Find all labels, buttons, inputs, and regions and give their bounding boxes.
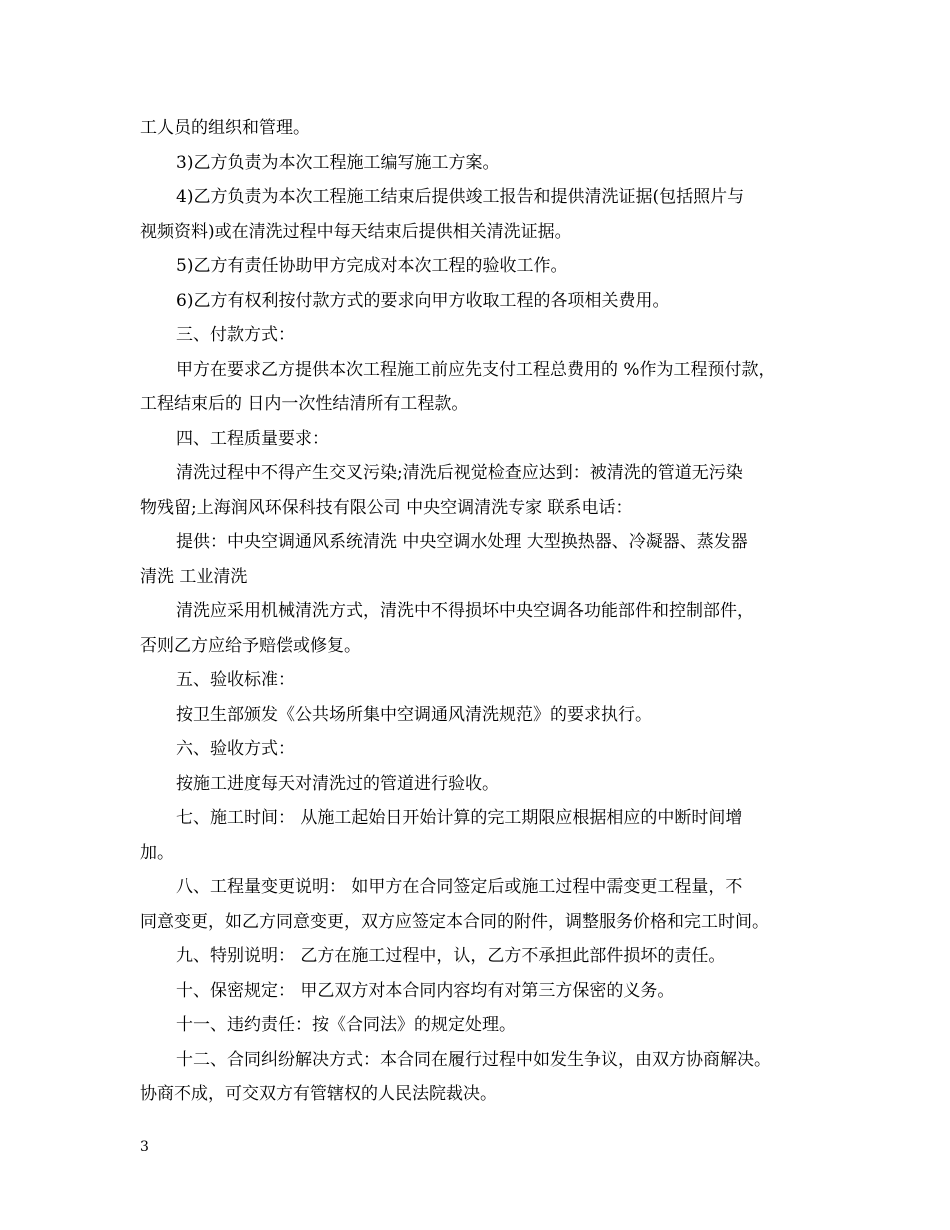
text-line: 十、保密规定： 甲乙双方对本合同内容均有对第三方保密的义务。 [176, 980, 675, 1001]
text-line: 九、特别说明： 乙方在施工过程中，认，乙方不承担此部件损坏的责任。 [176, 946, 726, 966]
text-line: 清洗应采用机械清洗方式，清洗中不得损坏中央空调各功能部件和控制部件， [176, 601, 754, 621]
text-line: 4)乙方负责为本次工程施工结束后提供竣工报告和提供清洗证据(包括照片与 [176, 187, 745, 207]
text-line: 按卫生部颁发《公共场所集中空调通风清洗规范》的要求执行。 [176, 704, 652, 725]
text-line: 工人员的组织和管理。 [140, 118, 310, 138]
text-line: 清洗 工业清洗 [140, 566, 248, 587]
text-line: 十二、合同纠纷解决方式：本合同在履行过程中如发生争议，由双方协商解决。 [176, 1049, 771, 1070]
text-line: 物残留;上海润风环保科技有限公司 中央空调清洗专家 联系电话： [140, 497, 633, 518]
text-line: 工程结束后的 日内一次性结清所有工程款。 [140, 394, 469, 414]
text-line: 5)乙方有责任协助甲方完成对本次工程的验收工作。 [176, 256, 568, 276]
text-line: 同意变更，如乙方同意变更，双方应签定本合同的附件，调整服务价格和完工时间。 [140, 911, 769, 932]
text-line: 按施工进度每天对清洗过的管道进行验收。 [176, 773, 499, 794]
text-line: 协商不成，可交双方有管辖权的人民法院裁决。 [140, 1084, 497, 1104]
text-line: 3)乙方负责为本次工程施工编写施工方案。 [176, 152, 500, 173]
page-number: 3 [140, 1139, 149, 1155]
section-heading: 三、付款方式： [176, 325, 295, 345]
text-line: 视频资料)或在清洗过程中每天结束后提供相关清洗证据。 [140, 221, 572, 242]
text-line: 6)乙方有权利按付款方式的要求向甲方收取工程的各项相关费用。 [176, 290, 670, 311]
text-line: 加。 [140, 842, 174, 863]
text-line: 清洗过程中不得产生交叉污染;清洗后视觉检查应达到：被清洗的管道无污染 [176, 463, 743, 483]
text-line: 十一、违约责任：按《合同法》的规定处理。 [176, 1015, 516, 1035]
text-line: 提供：中央空调通风系统清洗 中央空调水处理 大型换热器、冷凝器、蒸发器 [176, 532, 748, 552]
text-line: 七、施工时间： 从施工起始日开始计算的完工期限应根据相应的中断时间增 [176, 808, 743, 828]
text-line: 否则乙方应给予赔偿或修复。 [140, 635, 361, 656]
section-heading: 六、验收方式： [176, 739, 295, 759]
section-heading: 五、验收标准： [176, 670, 295, 690]
document-body [140, 116, 840, 1117]
text-line: 八、工程量变更说明： 如甲方在合同签定后或施工过程中需变更工程量，不 [176, 877, 743, 897]
section-heading: 四、工程质量要求： [176, 428, 329, 449]
text-line: 甲方在要求乙方提供本次工程施工前应先支付工程总费用的 %作为工程预付款， [176, 359, 776, 380]
